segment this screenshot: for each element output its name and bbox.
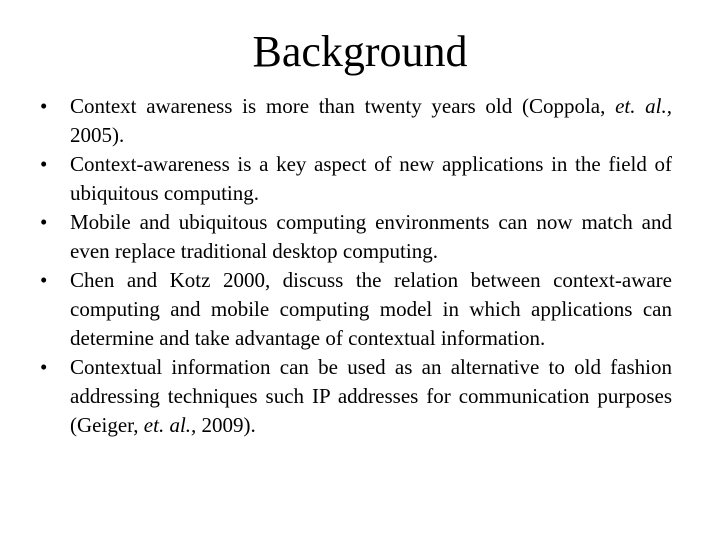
bullet-text: Context-awareness is a key aspect of new applications in the field of ubiquitous computing.: [70, 152, 672, 205]
bullet-dot-icon: •: [40, 152, 48, 176]
bullet-text: 2009).: [196, 413, 256, 437]
bullet-dot-icon: •: [40, 355, 48, 379]
bullet-text: Context awareness is more than twenty years old (Coppola,: [70, 94, 616, 118]
citation-italic-text: et. al.,: [615, 94, 672, 118]
bullet-list: [36, 92, 672, 440]
citation-italic-text: et. al.,: [143, 413, 197, 437]
bullet-dot-icon: •: [40, 94, 48, 118]
bullet-text: Mobile and ubiquitous computing environments can now match and even replace traditional desktop computing.: [70, 210, 672, 263]
bullet-text: Contextual information can be used as an alternative to old fashion addressing techniques such IP addresses for communication purposes (Geiger,: [70, 355, 672, 437]
bullet-text: 2005).: [70, 123, 125, 147]
bullet-item: [36, 353, 672, 440]
bullet-item: [36, 150, 672, 208]
slide-title: Background: [252, 27, 468, 76]
bullet-dot-icon: •: [40, 210, 48, 234]
bullet-item: [36, 266, 672, 353]
bullet-item: [36, 92, 672, 150]
bullet-item: [36, 208, 672, 266]
bullet-dot-icon: •: [40, 268, 48, 292]
bullet-text: Chen and Kotz 2000, discuss the relation between context-aware computing and mobile computing model in which applications can determine and take advantage of contextual information.: [70, 268, 672, 350]
